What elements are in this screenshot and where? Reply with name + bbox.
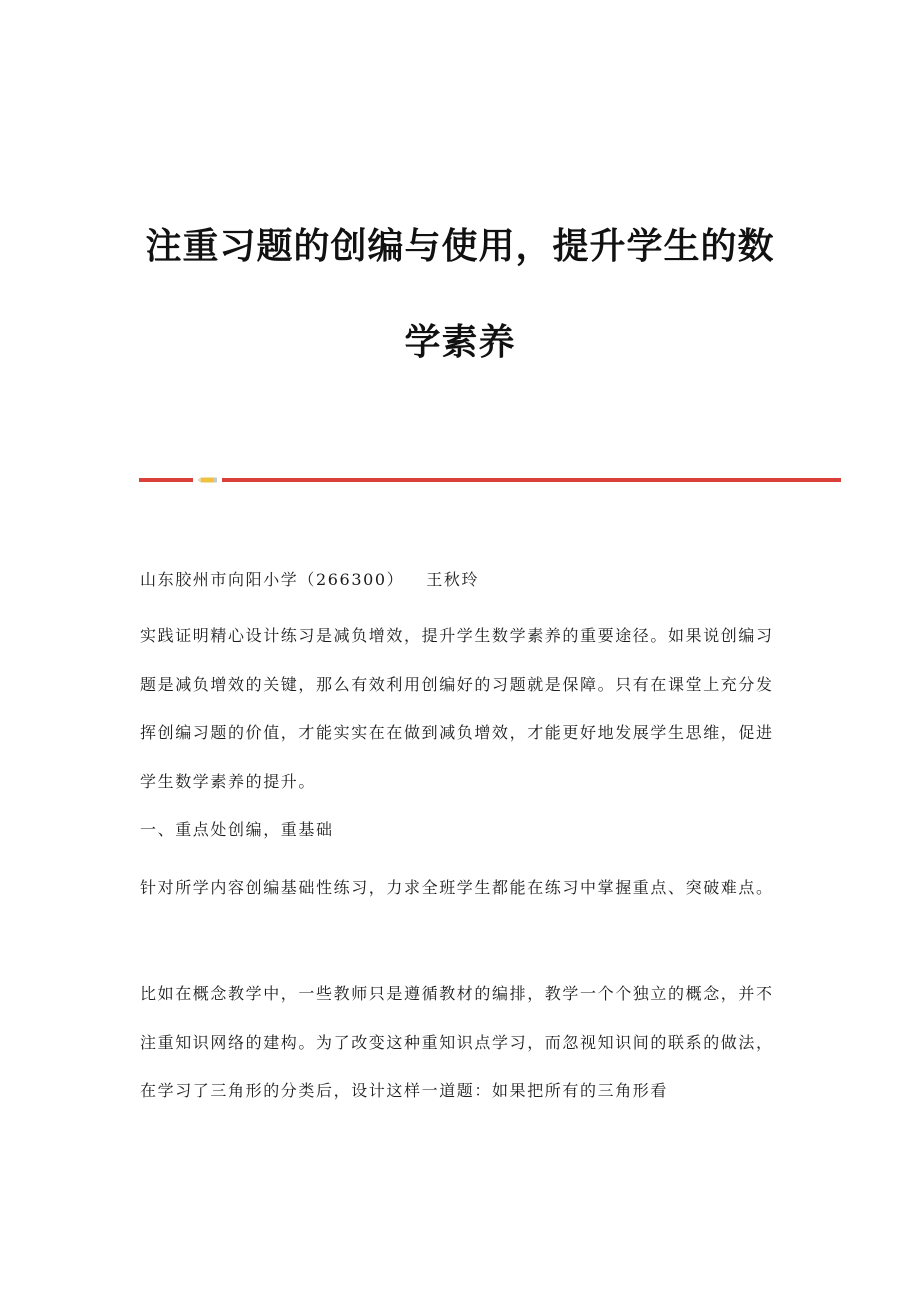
intro-paragraph: 实践证明精心设计练习是减负增效，提升学生数学素养的重要途径。如果说创编习题是减负增效的关键，那么有效利用创编好的习题就是保障。只有在课堂上充分发挥创编习题的价值，才能实实在在做到减负增效，才能更好地发展学生思维，促进学生数学素养的提升。 xyxy=(140,626,774,791)
author-name: 王秋玲 xyxy=(426,570,480,589)
section-heading: 一、重点处创编，重基础 xyxy=(140,820,334,839)
document-title-line-2: 学素养 xyxy=(404,322,516,363)
title-divider xyxy=(139,477,841,483)
author-affiliation: 山东胶州市向阳小学（266300） xyxy=(140,570,405,589)
section-paragraph: 针对所学内容创编基础性练习，力求全班学生都能在练习中掌握重点、突破难点。 xyxy=(140,878,774,897)
divider-left-segment xyxy=(139,478,193,482)
author-line xyxy=(140,556,780,605)
pencil-icon xyxy=(197,477,217,483)
divider-right-segment xyxy=(222,478,841,482)
example-paragraph: 比如在概念教学中，一些教师只是遵循教材的编排，教学一个个独立的概念，并不注重知识网络的建构。为了改变这种重知识点学习，而忽视知识间的联系的做法，在学习了三角形的分类后，设计这样一道题：如果把所有的三角形看 xyxy=(140,984,774,1100)
document-title-line-1: 注重习题的创编与使用，提升学生的数 xyxy=(145,226,775,267)
